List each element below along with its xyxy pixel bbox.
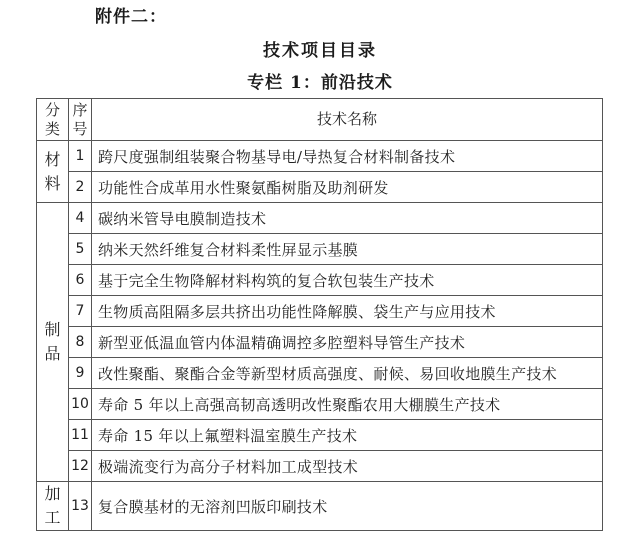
- row-name: 寿命 15 年以上氟塑料温室膜生产技术: [92, 420, 603, 451]
- row-number: 7: [69, 296, 92, 327]
- row-number: 9: [69, 358, 92, 389]
- row-number: 2: [69, 172, 92, 203]
- row-name: 极端流变行为高分子材料加工成型技术: [92, 451, 603, 482]
- attachment-label: 附件二：: [95, 7, 167, 27]
- row-name: 跨尺度强制组装聚合物基导电/导热复合材料制备技术: [92, 141, 603, 172]
- row-number: 1: [69, 141, 92, 172]
- header-name: 技术名称: [92, 99, 603, 141]
- column-title: 专栏 1：前沿技术: [247, 73, 393, 93]
- table-row: [37, 327, 603, 358]
- row-name: 生物质高阻隔多层共挤出功能性降解膜、袋生产与应用技术: [92, 296, 603, 327]
- category-cell-products: 制 品: [37, 203, 69, 482]
- category-cell-processing: 加 工: [37, 482, 69, 531]
- row-number: 6: [69, 265, 92, 296]
- row-name: 基于完全生物降解材料构筑的复合软包装生产技术: [92, 265, 603, 296]
- row-name: 功能性合成革用水性聚氨酯树脂及助剂研发: [92, 172, 603, 203]
- table-row: [37, 451, 603, 482]
- table-row: [37, 234, 603, 265]
- header-category: 分 类: [37, 99, 69, 141]
- category-cell-materials: 材 料: [37, 141, 69, 203]
- table-row: [37, 265, 603, 296]
- table-row: [37, 141, 603, 172]
- row-number: 13: [69, 482, 92, 531]
- table-row: [37, 172, 603, 203]
- row-name: 纳米天然纤维复合材料柔性屏显示基膜: [92, 234, 603, 265]
- table-row: [37, 358, 603, 389]
- row-name: 新型亚低温血管内体温精确调控多腔塑料导管生产技术: [92, 327, 603, 358]
- header-seq: 序 号: [69, 99, 92, 141]
- document-title: 技术项目目录: [263, 41, 377, 61]
- table-row: [37, 389, 603, 420]
- table-row: [37, 420, 603, 451]
- row-number: 10: [69, 389, 92, 420]
- row-name: 寿命 5 年以上高强高韧高透明改性聚酯农用大棚膜生产技术: [92, 389, 603, 420]
- table-row: [37, 482, 603, 531]
- tech-project-table: [36, 98, 603, 531]
- row-number: 5: [69, 234, 92, 265]
- row-name: 复合膜基材的无溶剂凹版印刷技术: [92, 482, 603, 531]
- row-name: 改性聚酯、聚酯合金等新型材质高强度、耐候、易回收地膜生产技术: [92, 358, 603, 389]
- row-number: 12: [69, 451, 92, 482]
- table-row: [37, 203, 603, 234]
- row-number: 8: [69, 327, 92, 358]
- row-name: 碳纳米管导电膜制造技术: [92, 203, 603, 234]
- row-number: 4: [69, 203, 92, 234]
- table-header-row: [37, 99, 603, 141]
- table-row: [37, 296, 603, 327]
- row-number: 11: [69, 420, 92, 451]
